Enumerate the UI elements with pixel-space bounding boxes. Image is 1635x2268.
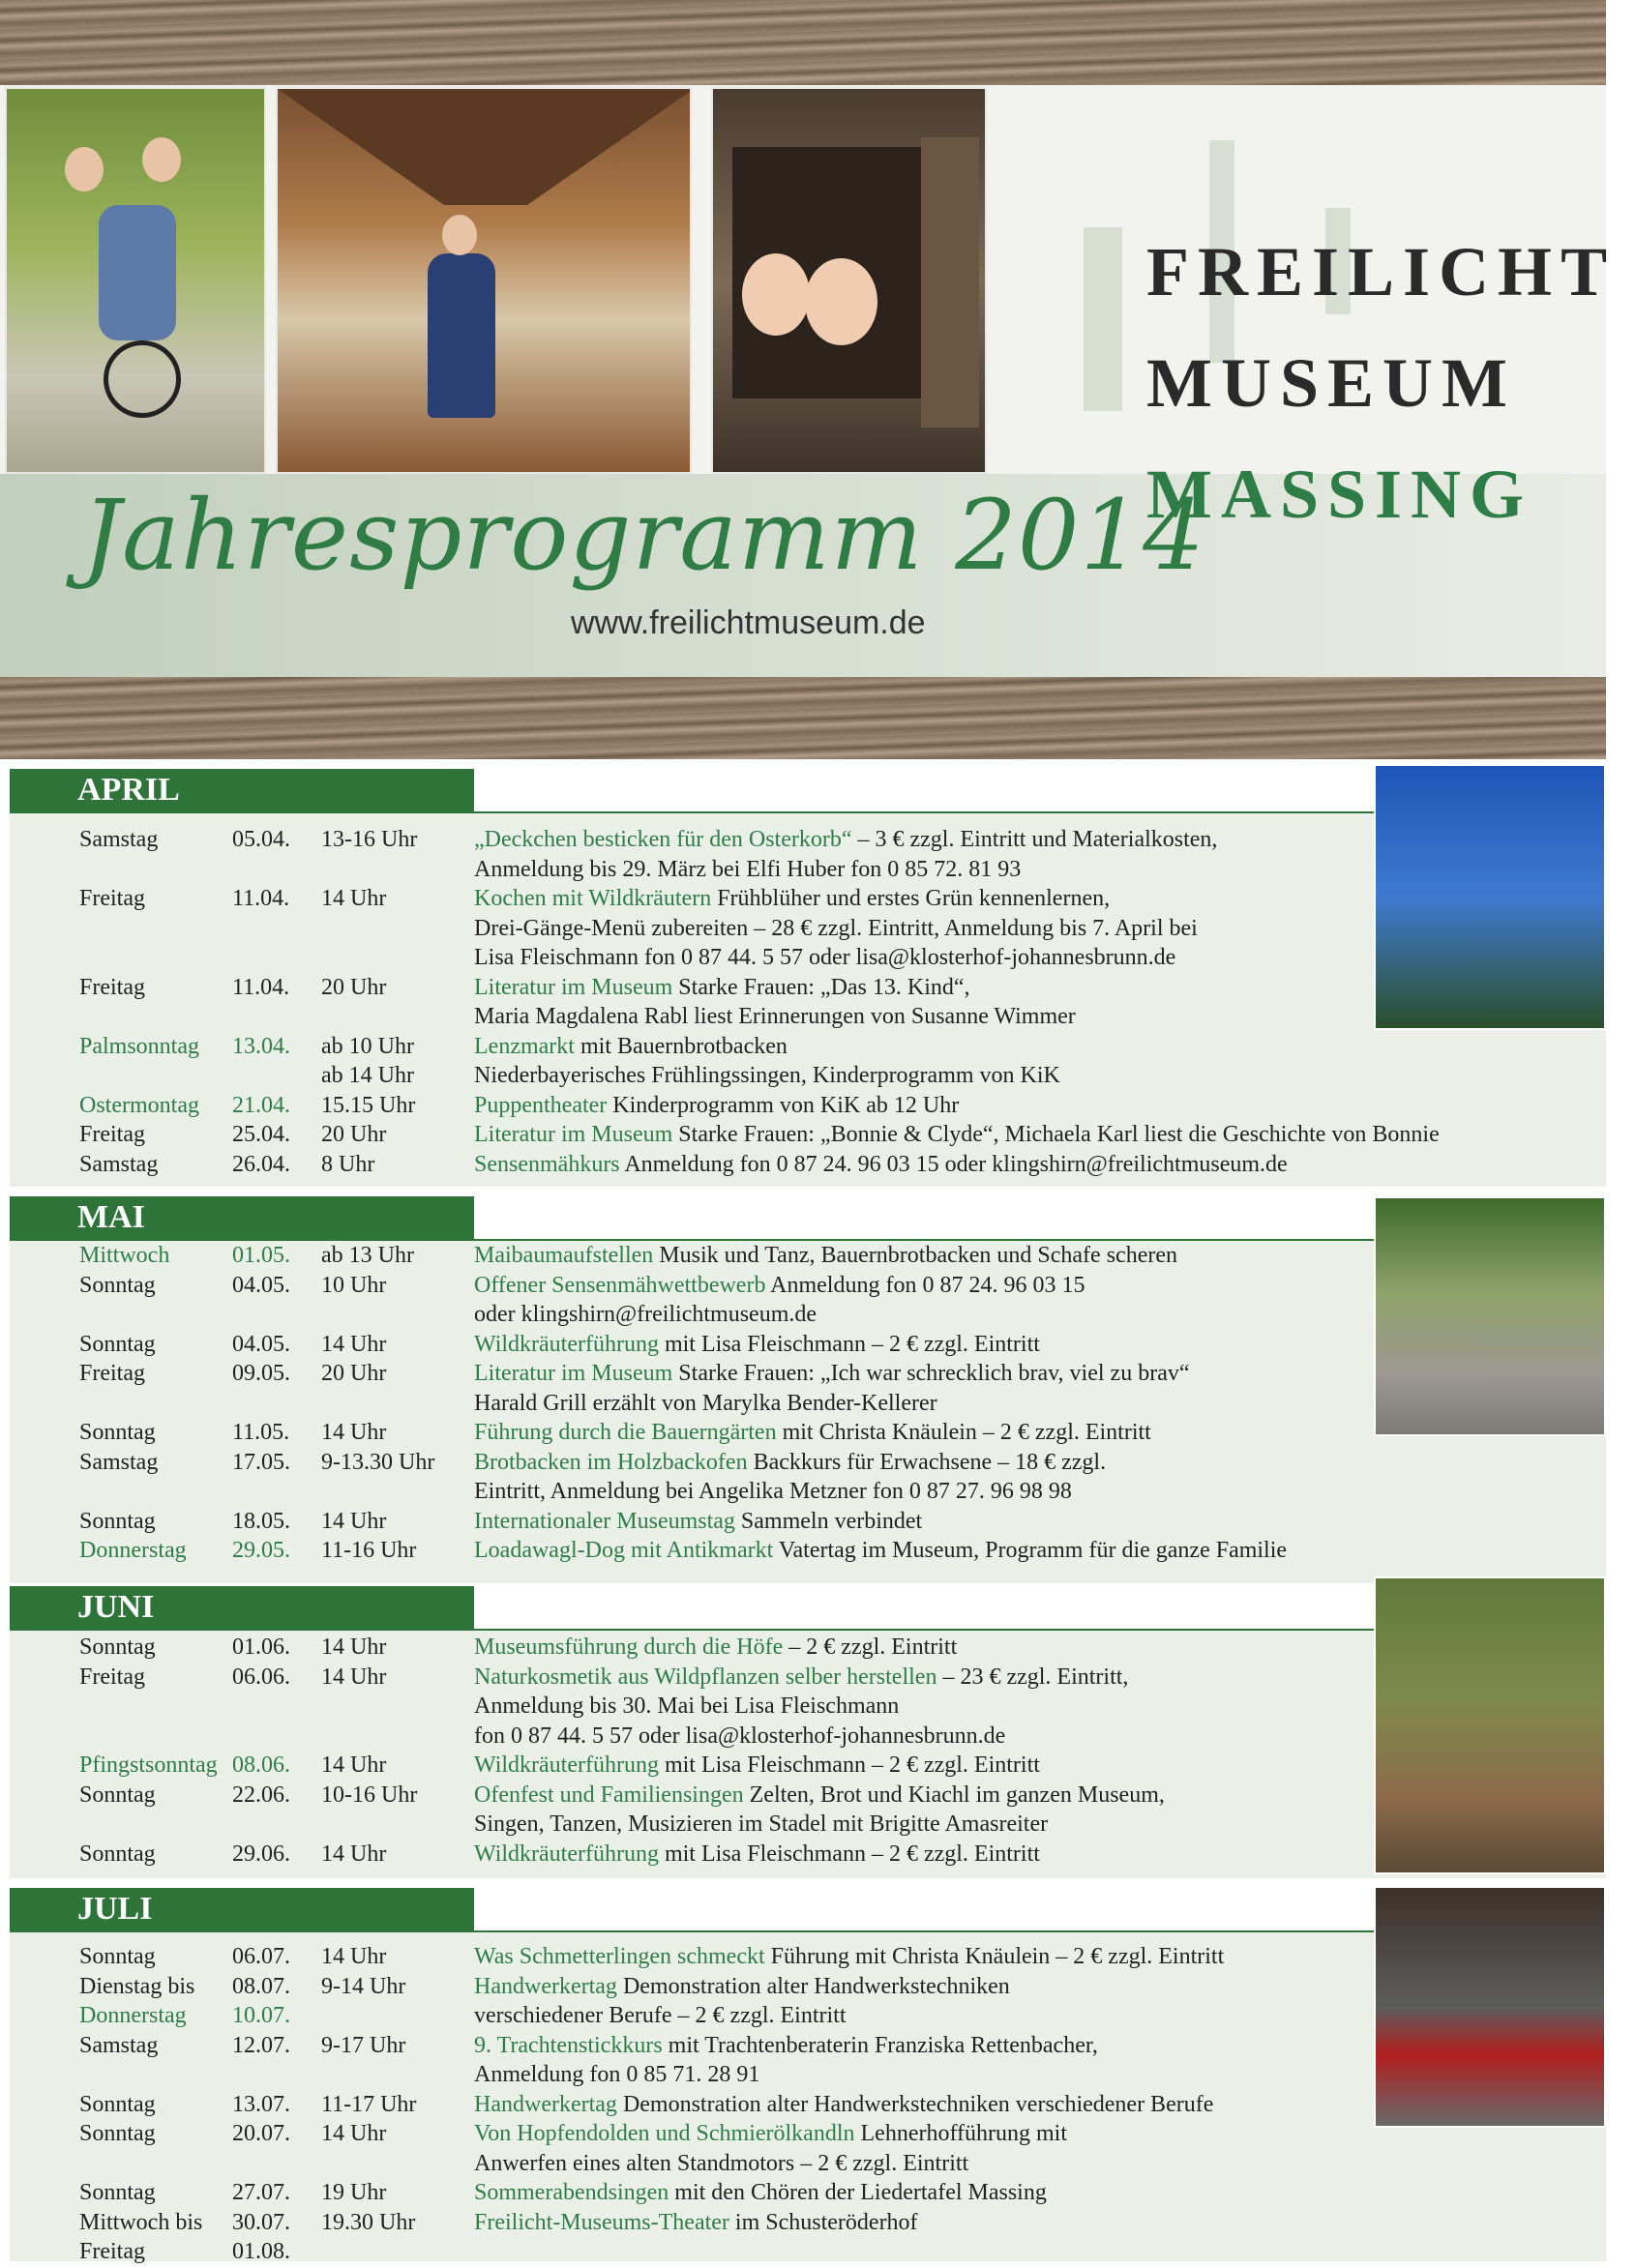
event-title: Handwerkertag bbox=[474, 2091, 617, 2117]
event-row bbox=[0, 2180, 1364, 2209]
event-row bbox=[0, 1944, 1364, 1973]
event-date: 06.06. bbox=[232, 1664, 290, 1690]
event-time: 9-13.30 Uhr bbox=[321, 1449, 435, 1475]
face bbox=[805, 258, 877, 345]
event-description bbox=[474, 1509, 922, 1535]
event-day: Freitag bbox=[79, 1664, 145, 1690]
event-row bbox=[0, 1479, 1364, 1508]
event-date: 01.06. bbox=[232, 1635, 290, 1660]
event-date: 01.08. bbox=[232, 2239, 290, 2264]
event-day: Sonntag bbox=[79, 2121, 156, 2146]
event-time: ab 13 Uhr bbox=[321, 1243, 414, 1268]
event-title: Wildkräuterführung bbox=[474, 1753, 659, 1778]
event-day: Sonntag bbox=[79, 1635, 156, 1660]
event-date: 04.05. bbox=[232, 1272, 290, 1298]
event-day: Samstag bbox=[79, 1449, 159, 1475]
event-date: 01.05. bbox=[232, 1243, 290, 1268]
month-heading: MAI bbox=[10, 1196, 474, 1239]
photo-women-on-bicycle bbox=[5, 87, 266, 474]
event-day: Sonntag bbox=[79, 2180, 156, 2205]
event-title: Sommerabendsingen bbox=[474, 2180, 669, 2205]
event-date: 25.04. bbox=[232, 1122, 290, 1147]
event-row bbox=[0, 2210, 1364, 2239]
photo-children-at-window bbox=[711, 87, 987, 474]
event-description bbox=[474, 1723, 1005, 1750]
event-description bbox=[474, 1361, 1190, 1387]
event-title: Literatur im Museum bbox=[474, 1361, 673, 1386]
event-row bbox=[0, 1332, 1364, 1361]
event-details: oder klingshirn@freilichtmuseum.de bbox=[474, 1302, 818, 1327]
event-row bbox=[0, 1391, 1364, 1420]
event-description bbox=[474, 1944, 1224, 1970]
event-row bbox=[0, 2003, 1364, 2032]
event-description bbox=[474, 945, 1175, 971]
event-time: 14 Uhr bbox=[321, 2121, 387, 2146]
event-title: Offener Sensenmähwettbewerb bbox=[474, 1272, 766, 1298]
event-date: 11.04. bbox=[232, 974, 290, 1000]
event-day: Sonntag bbox=[79, 1508, 156, 1534]
event-description bbox=[474, 1332, 1040, 1358]
event-details: mit Christa Knäulein – 2 € zzgl. Eintritt bbox=[776, 1420, 1151, 1445]
event-details: Anmeldung bis 29. März bei Elfi Huber fon 0 85 72. 81 93 bbox=[474, 856, 1022, 882]
event-description bbox=[474, 1420, 1151, 1446]
event-title: „Deckchen besticken für den Osterkorb“ bbox=[474, 827, 852, 852]
event-date: 26.04. bbox=[232, 1151, 290, 1177]
event-day: Sonntag bbox=[79, 1331, 156, 1357]
event-details: mit Lisa Fleischmann – 2 € zzgl. Eintritt bbox=[658, 1331, 1040, 1357]
event-row bbox=[0, 2092, 1364, 2121]
event-day: Ostermontag bbox=[79, 1092, 199, 1118]
roof bbox=[278, 89, 692, 205]
event-time: 8 Uhr bbox=[321, 1151, 375, 1177]
event-description bbox=[474, 1782, 1165, 1809]
event-title: Naturkosmetik aus Wildpflanzen selber herstellen bbox=[474, 1664, 937, 1690]
event-time: 14 Uhr bbox=[321, 1944, 387, 1969]
event-date: 12.07. bbox=[232, 2032, 290, 2058]
event-description bbox=[474, 2062, 759, 2088]
event-details: Sammeln verbindet bbox=[734, 1508, 923, 1534]
event-time: 14 Uhr bbox=[321, 1841, 387, 1867]
event-row bbox=[0, 1152, 1364, 1181]
event-date: 04.05. bbox=[232, 1331, 290, 1357]
face bbox=[442, 215, 477, 255]
event-description bbox=[474, 1273, 1085, 1299]
event-date: 20.07. bbox=[232, 2121, 290, 2146]
event-date: 29.06. bbox=[232, 1841, 290, 1867]
event-description bbox=[474, 2033, 1098, 2059]
event-date: 08.07. bbox=[232, 1973, 290, 1999]
event-date: 08.06. bbox=[232, 1753, 290, 1778]
event-row bbox=[0, 1811, 1364, 1841]
photo-rope-maker-barn bbox=[276, 87, 692, 474]
event-details: mit Lisa Fleischmann – 2 € zzgl. Eintritt bbox=[658, 1841, 1040, 1867]
event-details: fon 0 87 44. 5 57 oder lisa@klosterhof-johannesbrunn.de bbox=[474, 1723, 1006, 1749]
event-title: Freilicht-Museums-Theater bbox=[474, 2209, 729, 2235]
event-day: Donnerstag bbox=[79, 2003, 187, 2028]
event-details: Anmeldung fon 0 87 24. 96 03 15 oder klingshirn@freilichtmuseum.de bbox=[619, 1151, 1288, 1177]
event-description bbox=[474, 886, 1110, 912]
face bbox=[142, 137, 181, 182]
event-details: Singen, Tanzen, Musizieren im Stadel mit Brigitte Amasreiter bbox=[474, 1811, 1049, 1837]
event-time: 14 Uhr bbox=[321, 1753, 387, 1778]
event-description bbox=[474, 1479, 1072, 1505]
event-description bbox=[474, 975, 970, 1001]
event-description bbox=[474, 2092, 1213, 2118]
event-title: Wildkräuterführung bbox=[474, 1841, 659, 1867]
event-day: Mittwoch bis bbox=[79, 2209, 203, 2235]
event-title: Wildkräuterführung bbox=[474, 1331, 659, 1357]
event-title: Maibaumaufstellen bbox=[474, 1243, 654, 1268]
event-row bbox=[0, 2239, 1364, 2268]
event-title: Literatur im Museum bbox=[474, 1122, 673, 1147]
event-date: 29.05. bbox=[232, 1538, 290, 1563]
event-details: Starke Frauen: „Bonnie & Clyde“, Michaela Karl liest die Geschichte von Bonnie bbox=[672, 1122, 1440, 1147]
event-row bbox=[0, 1063, 1364, 1092]
event-row bbox=[0, 1093, 1364, 1122]
event-details: Zelten, Brot und Kiachl im ganzen Museum, bbox=[743, 1782, 1165, 1808]
event-row bbox=[0, 1723, 1364, 1753]
event-time: 14 Uhr bbox=[321, 886, 387, 911]
event-description bbox=[474, 1243, 1177, 1269]
event-title: Brotbacken im Holzbackofen bbox=[474, 1449, 748, 1475]
logo-museum: MUSEUM bbox=[1146, 344, 1516, 422]
event-row bbox=[0, 2062, 1364, 2091]
event-title: Führung durch die Bauerngärten bbox=[474, 1420, 777, 1445]
logo-decoration bbox=[1084, 227, 1122, 411]
event-details: Drei-Gänge-Menü zubereiten – 28 € zzgl. Eintritt, Anmeldung bis 7. April bei bbox=[474, 915, 1198, 941]
event-title: Lenzmarkt bbox=[474, 1033, 575, 1059]
month-heading: JUNI bbox=[10, 1586, 474, 1629]
event-row bbox=[0, 1243, 1364, 1272]
event-details: mit Lisa Fleischmann – 2 € zzgl. Eintritt bbox=[658, 1753, 1040, 1778]
event-row bbox=[0, 1635, 1364, 1664]
event-details: Lehnerhofführung mit bbox=[854, 2121, 1068, 2146]
event-row bbox=[0, 1841, 1364, 1870]
event-row bbox=[0, 1004, 1364, 1033]
event-details: Anwerfen eines alten Standmotors – 2 € zzgl. Eintritt bbox=[474, 2150, 969, 2176]
event-date: 13.04. bbox=[232, 1033, 290, 1059]
event-date: 13.07. bbox=[232, 2091, 290, 2117]
bicycle-wheel bbox=[104, 340, 181, 418]
month-photo bbox=[1374, 764, 1606, 1030]
event-details: im Schusteröderhof bbox=[728, 2209, 918, 2235]
event-title: Kochen mit Wildkräutern bbox=[474, 886, 712, 911]
event-time: 11-16 Uhr bbox=[321, 1538, 417, 1563]
event-details: mit Bauernbrotbacken bbox=[574, 1033, 788, 1059]
event-details: Musik und Tanz, Bauernbrotbacken und Schafe scheren bbox=[653, 1243, 1177, 1268]
event-date: 11.04. bbox=[232, 886, 290, 911]
logo-freilicht: FREILICHT bbox=[1146, 233, 1617, 310]
event-row bbox=[0, 1664, 1364, 1694]
event-details: Starke Frauen: „Ich war schrecklich brav, viel zu brav“ bbox=[672, 1361, 1190, 1386]
event-row bbox=[0, 1782, 1364, 1811]
event-title: Museumsführung durch die Höfe bbox=[474, 1635, 784, 1660]
event-title: Puppentheater bbox=[474, 1092, 608, 1118]
event-row bbox=[0, 1509, 1364, 1538]
event-day: Sonntag bbox=[79, 1272, 156, 1298]
event-description bbox=[474, 1004, 1076, 1030]
event-details: Frühblüher und erstes Grün kennenlernen, bbox=[711, 886, 1111, 911]
event-day: Pfingstsonntag bbox=[79, 1753, 218, 1778]
event-details: Starke Frauen: „Das 13. Kind“, bbox=[672, 974, 970, 1000]
face bbox=[65, 147, 104, 191]
event-date: 30.07. bbox=[232, 2209, 290, 2235]
event-details: Kinderprogramm von KiK ab 12 Uhr bbox=[607, 1092, 960, 1118]
event-details: Niederbayerisches Frühlingssingen, Kinderprogramm von KiK bbox=[474, 1063, 1060, 1088]
month-photo bbox=[1374, 1196, 1606, 1436]
event-details: Harald Grill erzählt von Marylka Bender-Kellerer bbox=[474, 1390, 937, 1416]
event-details: Backkurs für Erwachsene – 18 € zzgl. bbox=[747, 1449, 1107, 1475]
event-day: Freitag bbox=[79, 886, 145, 911]
event-description bbox=[474, 827, 1217, 853]
event-description bbox=[474, 2121, 1067, 2147]
event-date: 05.04. bbox=[232, 827, 290, 852]
event-time: 11-17 Uhr bbox=[321, 2091, 417, 2117]
event-row bbox=[0, 1538, 1364, 1567]
event-date: 21.04. bbox=[232, 1092, 290, 1118]
event-time: 20 Uhr bbox=[321, 1361, 387, 1386]
event-time: 14 Uhr bbox=[321, 1508, 387, 1534]
event-details: Führung mit Christa Knäulein – 2 € zzgl. Eintritt bbox=[764, 1944, 1225, 1969]
event-details: – 2 € zzgl. Eintritt bbox=[783, 1635, 958, 1660]
event-date: 10.07. bbox=[232, 2003, 290, 2028]
event-details: Anmeldung fon 0 87 24. 96 03 15 bbox=[765, 1272, 1085, 1298]
shutter bbox=[921, 137, 979, 427]
event-description bbox=[474, 1122, 1440, 1148]
event-details: Lisa Fleischmann fon 0 87 44. 5 57 oder lisa@klosterhof-johannesbrunn.de bbox=[474, 945, 1176, 970]
event-row bbox=[0, 975, 1364, 1004]
event-day: Freitag bbox=[79, 1361, 145, 1386]
event-row bbox=[0, 857, 1364, 886]
event-title: Internationaler Museumstag bbox=[474, 1508, 735, 1534]
event-description bbox=[474, 1753, 1040, 1779]
event-row bbox=[0, 945, 1364, 974]
event-date: 11.05. bbox=[232, 1420, 290, 1445]
event-time: 14 Uhr bbox=[321, 1331, 387, 1357]
event-description bbox=[474, 1635, 957, 1661]
event-details: mit den Chören der Liedertafel Massing bbox=[669, 2180, 1047, 2205]
month-photo bbox=[1374, 1886, 1606, 2128]
event-date: 17.05. bbox=[232, 1449, 290, 1475]
event-date: 09.05. bbox=[232, 1361, 290, 1386]
event-row bbox=[0, 1450, 1364, 1479]
event-details: – 23 € zzgl. Eintritt, bbox=[936, 1664, 1129, 1690]
event-row bbox=[0, 1361, 1364, 1390]
event-details: verschiedener Berufe – 2 € zzgl. Eintritt bbox=[474, 2003, 847, 2028]
event-date: 22.06. bbox=[232, 1782, 290, 1808]
event-description bbox=[474, 1811, 1048, 1838]
website-link[interactable]: www.freilichtmuseum.de bbox=[571, 604, 926, 641]
event-day: Palmsonntag bbox=[79, 1033, 199, 1059]
event-date: 06.07. bbox=[232, 1944, 290, 1969]
event-description bbox=[474, 1063, 1060, 1089]
event-row bbox=[0, 886, 1364, 915]
month-heading: JULI bbox=[10, 1888, 474, 1930]
event-description bbox=[474, 2003, 847, 2029]
event-description bbox=[474, 1664, 1128, 1691]
event-details: – 3 € zzgl. Eintritt und Materialkosten, bbox=[851, 827, 1218, 852]
event-date: 18.05. bbox=[232, 1508, 290, 1534]
event-title: Was Schmetterlingen schmeckt bbox=[474, 1944, 765, 1969]
event-time: 9-17 Uhr bbox=[321, 2032, 406, 2058]
event-row bbox=[0, 1974, 1364, 2003]
wood-frame-top bbox=[0, 0, 1606, 85]
event-description bbox=[474, 1841, 1040, 1868]
event-details: Demonstration alter Handwerkstechniken verschiedener Berufe bbox=[616, 2091, 1214, 2117]
event-details: Anmeldung fon 0 85 71. 28 91 bbox=[474, 2062, 760, 2087]
event-row bbox=[0, 2121, 1364, 2150]
event-row bbox=[0, 827, 1364, 856]
event-time: 9-14 Uhr bbox=[321, 1973, 406, 1999]
event-description bbox=[474, 1152, 1288, 1178]
event-details: Vatertag im Museum, Programm für die ganze Familie bbox=[773, 1538, 1288, 1563]
event-time: 20 Uhr bbox=[321, 1122, 387, 1147]
event-time: 10-16 Uhr bbox=[321, 1782, 418, 1808]
event-description bbox=[474, 1538, 1287, 1564]
event-title: Literatur im Museum bbox=[474, 974, 673, 1000]
logo-massing: MASSING bbox=[1146, 456, 1533, 533]
event-row bbox=[0, 1753, 1364, 1782]
event-title: Sensenmähkurs bbox=[474, 1151, 620, 1177]
event-row bbox=[0, 2033, 1364, 2062]
event-time: 13-16 Uhr bbox=[321, 827, 418, 852]
event-description bbox=[474, 1694, 899, 1720]
event-row bbox=[0, 1302, 1364, 1331]
event-description bbox=[474, 2210, 918, 2236]
event-description bbox=[474, 857, 1021, 883]
program-title: Jahresprogramm 2014 bbox=[82, 479, 1205, 592]
event-day: Samstag bbox=[79, 827, 159, 852]
event-time: 10 Uhr bbox=[321, 1272, 387, 1298]
event-row bbox=[0, 1273, 1364, 1302]
event-row bbox=[0, 1122, 1440, 1151]
event-time: 14 Uhr bbox=[321, 1635, 387, 1660]
figure bbox=[99, 205, 176, 340]
event-time: 14 Uhr bbox=[321, 1420, 387, 1445]
event-description bbox=[474, 1093, 959, 1119]
event-row bbox=[0, 2151, 1364, 2180]
event-day: Samstag bbox=[79, 1151, 159, 1177]
event-row bbox=[0, 916, 1364, 945]
event-day: Sonntag bbox=[79, 1420, 156, 1445]
event-description bbox=[474, 1034, 788, 1060]
event-row bbox=[0, 1694, 1364, 1723]
event-row bbox=[0, 1420, 1364, 1449]
figure bbox=[428, 253, 495, 418]
wood-frame-bottom bbox=[0, 677, 1606, 759]
event-details: Anmeldung bis 30. Mai bei Lisa Fleischmann bbox=[474, 1694, 900, 1719]
event-title: Handwerkertag bbox=[474, 1973, 617, 1999]
event-day: Samstag bbox=[79, 2032, 159, 2058]
event-time: 14 Uhr bbox=[321, 1664, 387, 1690]
event-title: Loadawagl-Dog mit Antikmarkt bbox=[474, 1538, 774, 1563]
event-details: mit Trachtenberaterin Franziska Rettenbacher, bbox=[662, 2032, 1098, 2058]
event-description bbox=[474, 1302, 817, 1328]
event-time: 15.15 Uhr bbox=[321, 1092, 416, 1118]
event-day: Sonntag bbox=[79, 1782, 156, 1808]
event-day: Sonntag bbox=[79, 1944, 156, 1969]
event-day: Freitag bbox=[79, 2239, 145, 2264]
event-details: Maria Magdalena Rabl liest Erinnerungen von Susanne Wimmer bbox=[474, 1004, 1076, 1029]
event-title: Ofenfest und Familiensingen bbox=[474, 1782, 744, 1808]
event-row bbox=[0, 1034, 1364, 1063]
event-details: Eintritt, Anmeldung bei Angelika Metzner fon 0 87 27. 96 98 98 bbox=[474, 1479, 1072, 1504]
event-time: 20 Uhr bbox=[321, 974, 387, 1000]
face bbox=[742, 253, 810, 336]
event-description bbox=[474, 2180, 1047, 2206]
month-heading: APRIL bbox=[10, 769, 474, 811]
event-description bbox=[474, 1974, 1010, 2000]
event-day: Freitag bbox=[79, 1122, 145, 1147]
event-title: 9. Trachtenstickkurs bbox=[474, 2032, 663, 2058]
event-description bbox=[474, 1450, 1106, 1476]
event-time: 19.30 Uhr bbox=[321, 2209, 416, 2235]
event-day: Donnerstag bbox=[79, 1538, 187, 1563]
event-day: Freitag bbox=[79, 974, 145, 1000]
month-photo bbox=[1374, 1576, 1606, 1874]
event-description bbox=[474, 1391, 937, 1417]
event-day: Sonntag bbox=[79, 2091, 156, 2117]
event-time: ab 14 Uhr bbox=[321, 1063, 414, 1088]
event-time: 19 Uhr bbox=[321, 2180, 387, 2205]
event-description bbox=[474, 2151, 968, 2177]
event-day: Sonntag bbox=[79, 1841, 156, 1867]
event-title: Von Hopfendolden und Schmierölkandln bbox=[474, 2121, 855, 2146]
event-day: Dienstag bis bbox=[79, 1973, 195, 1999]
event-description bbox=[474, 916, 1198, 942]
event-time: ab 10 Uhr bbox=[321, 1033, 414, 1059]
event-details: Demonstration alter Handwerkstechniken bbox=[616, 1973, 1010, 1999]
event-day: Mittwoch bbox=[79, 1243, 170, 1268]
event-date: 27.07. bbox=[232, 2180, 290, 2205]
